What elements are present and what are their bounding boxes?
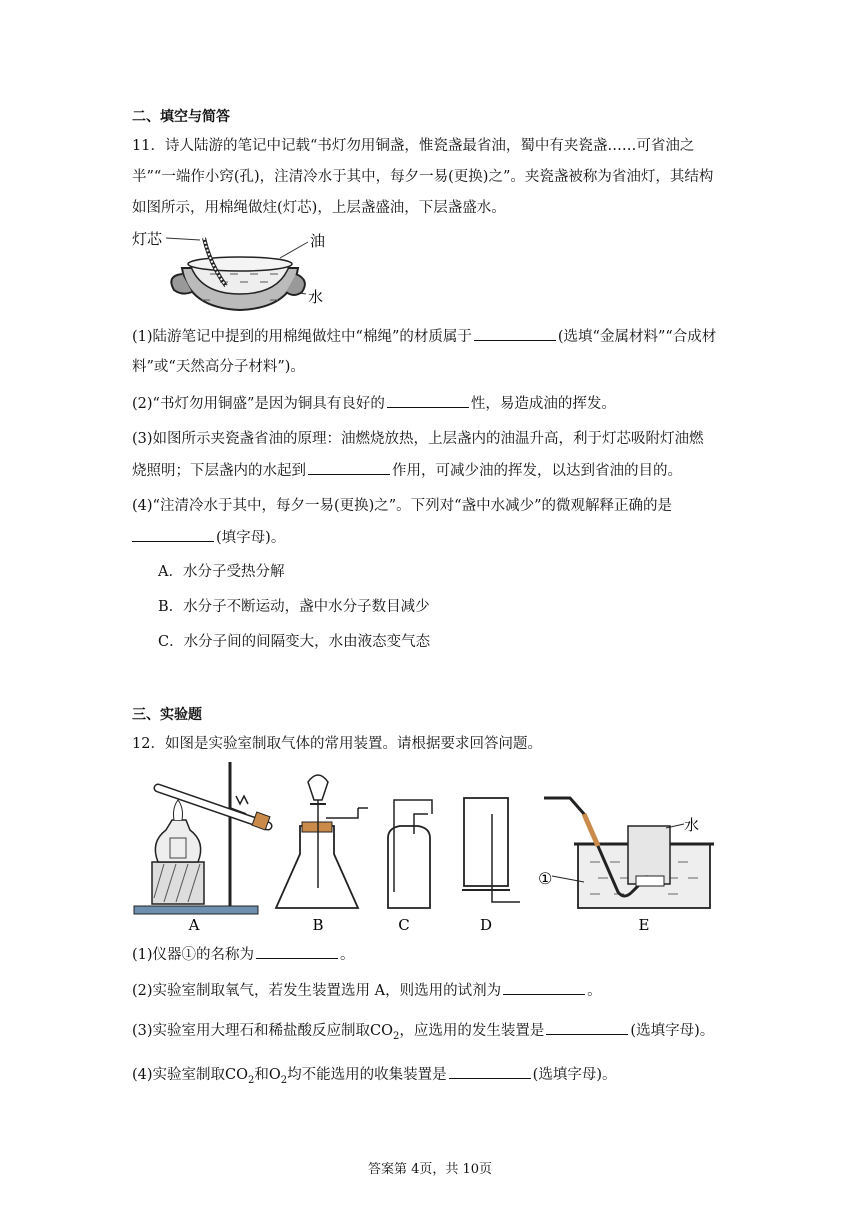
q11-p3-cont: 烧照明；下层盏内的水起到 作用，可减少油的挥发，以达到省油的目的。 [132, 460, 682, 481]
q11-p1-cont: 料”或“天然高分子材料”)。 [132, 359, 305, 375]
option-a: A．水分子受热分解 [158, 564, 285, 580]
water-label: 水 [308, 288, 324, 306]
answer-blank[interactable] [387, 393, 469, 408]
label-c: C [398, 916, 410, 934]
option-b: B．水分子不断运动，盏中水分子数目减少 [158, 599, 430, 615]
apparatus-figure [128, 758, 728, 938]
answer-blank[interactable] [503, 980, 585, 995]
option-c: C．水分子间的间隔变大，水由液态变气态 [158, 634, 431, 650]
q12-p2: (2)实验室制取氧气，若发生装置选用 A，则选用的试剂为 。 [132, 980, 602, 1001]
section-title: 二、填空与简答 [132, 109, 230, 125]
q11-p4-cont: (填字母)。 [132, 527, 285, 548]
label-e: E [638, 916, 650, 934]
q12-p3: (3)实验室用大理石和稀盐酸反应制取$CO_2$，应选用的发生装置是 (选填字母)。 [132, 1020, 714, 1047]
q11-p1: (1)陆游笔记中提到的用棉绳做炷中“棉绳”的材质属于 (选填“金属材料”“合成材 [132, 326, 716, 347]
q11-p4: (4)“注清冷水于其中，每夕一易(更换)之”。下列对“盏中水减少”的微观解释正确的是 [132, 498, 673, 514]
water-label: 水 [684, 816, 700, 834]
oil-label: 油 [310, 232, 326, 250]
oil-lamp-figure [130, 224, 335, 316]
answer-blank[interactable] [132, 527, 214, 542]
label-b: B [312, 916, 324, 934]
q11-p2: (2)“书灯勿用铜盛”是因为铜具有良好的 性，易造成油的挥发。 [132, 393, 616, 414]
q11-line1: 11．诗人陆游的笔记中记载“书灯勿用铜盏，惟瓷盏最省油，蜀中有夹瓷盏……可省油之 [132, 138, 695, 154]
q12-p1: (1)仪器①的名称为 。 [132, 944, 355, 965]
apparatus-d [462, 798, 520, 902]
apparatus-a [134, 762, 270, 914]
q11-p3: (3)如图所示夹瓷盏省油的原理：油燃烧放热，上层盏内的油温升高，利于灯芯吸附灯油燃 [132, 431, 704, 447]
apparatus-c [388, 800, 432, 908]
q12-intro: 12．如图是实验室制取气体的常用装置。请根据要求回答问题。 [132, 736, 542, 752]
answer-blank[interactable] [256, 944, 338, 959]
q11-line2: 半”“一端作小窍(孔)，注清冷水于其中，每夕一易(更换)之”。夹瓷盏被称为省油灯，其结构 [132, 169, 714, 185]
label-a: A [188, 916, 200, 934]
q11-line3: 如图所示，用棉绳做炷(灯芯)，上层盏盛油，下层盏盛水。 [132, 200, 506, 216]
circle-1-label: ① [538, 869, 553, 888]
label-d: D [479, 916, 493, 934]
answer-blank[interactable] [474, 326, 556, 341]
q12-p4: (4)实验室制取$CO_2$和$O_2$均不能选用的收集装置是 (选填字母)。 [132, 1064, 617, 1091]
answer-blank[interactable] [449, 1064, 531, 1079]
apparatus-e [544, 798, 714, 908]
wick-label: 灯芯 [132, 230, 163, 248]
apparatus-b [276, 775, 368, 908]
answer-blank[interactable] [308, 460, 390, 475]
page-footer: 答案第 4页，共 10页 [367, 1162, 493, 1177]
section-title: 三、实验题 [132, 707, 202, 723]
answer-blank[interactable] [546, 1020, 628, 1035]
